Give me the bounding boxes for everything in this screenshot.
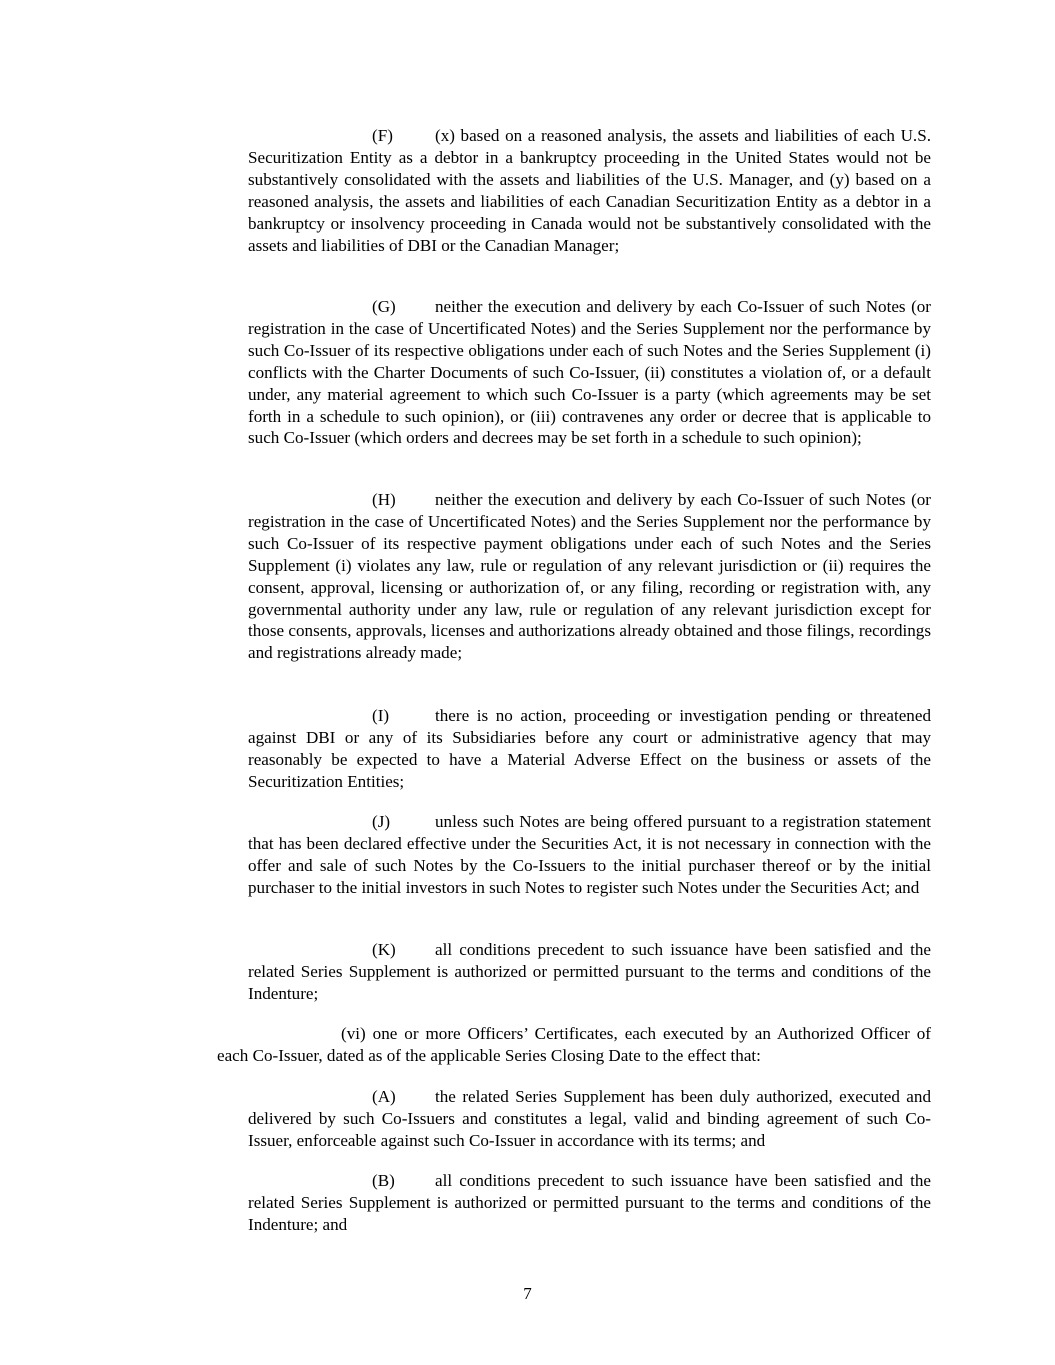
clause-text: the related Series Supplement has been duly authorized, executed and delivered by such Co-Issuers and constitutes a legal, valid and binding agreement of such Co-Issuer, enforceable against such Co-Issuer in accordance with its terms; and (248, 1087, 931, 1150)
clause-text: all conditions precedent to such issuance have been satisfied and the related Series Supplement is authorized or permitted pursuant to the terms and conditions of the Indenture; (248, 940, 931, 1003)
clause-label: (H) (372, 490, 396, 509)
page-number: 7 (523, 1284, 532, 1303)
clause-text: all conditions precedent to such issuance have been satisfied and the related Series Supplement is authorized or permitted pursuant to the terms and conditions of the Indenture; and (248, 1171, 931, 1234)
clause-label: (A) (372, 1087, 396, 1106)
clause-k (248, 939, 931, 1005)
clause-f (248, 125, 931, 256)
clause-label: (K) (372, 940, 396, 959)
clause-label: (J) (372, 812, 391, 831)
clause-text: (vi) one or more Officers’ Certificates, each executed by an Authorized Officer of each Co-Issuer, dated as of the applicable Series Closing Date to the effect that: (217, 1024, 931, 1065)
clause-i (248, 705, 931, 793)
clause-label: (G) (372, 297, 396, 316)
clause-vi (217, 1023, 931, 1067)
clause-a (248, 1086, 931, 1152)
clause-label: (F) (372, 126, 393, 145)
clause-label: (I) (372, 706, 390, 725)
clause-text: (x) based on a reasoned analysis, the assets and liabilities of each U.S. Securitization Entity as a debtor in a bankruptcy proceeding in the United States would not be substantively consolidated with the assets and liabilities of the U.S. Manager, and (y) based on a reasoned analysis, the assets and liabilities of each Canadian Securitization Entity as a debtor in a bankruptcy or insolvency proceeding in Canada would not be substantively consolidated with the assets and liabilities of DBI or the Canadian Manager; (248, 126, 931, 255)
clause-b (248, 1170, 931, 1236)
clause-label: (B) (372, 1171, 395, 1190)
clause-j (248, 811, 931, 899)
clause-g (248, 296, 931, 449)
clause-text: unless such Notes are being offered pursuant to a registration statement that has been declared effective under the Securities Act, it is not necessary in connection with the offer and sale of such Notes by the Co-Issuers to the initial purchaser thereof or by the initial purchaser to the initial investors in such Notes to register such Notes under the Securities Act; and (248, 812, 931, 897)
clause-text: there is no action, proceeding or investigation pending or threatened against DBI or any of its Subsidiaries before any court or administrative agency that may reasonably be expected to have a Material Adverse Effect on the business or assets of the Securitization Entities; (248, 706, 931, 791)
clause-h (248, 489, 931, 664)
clause-text: neither the execution and delivery by each Co-Issuer of such Notes (or registration in the case of Uncertificated Notes) and the Series Supplement nor the performance by such Co-Issuer of its respective payment obligations under each of such Notes and the Series Supplement (i) violates any law, rule or regulation of any relevant jurisdiction or (ii) requires the consent, approval, licensing or authorization of, or any filing, recording or registration with, any governmental authority under any law, rule or regulation of any relevant jurisdiction except for those consents, approvals, licenses and authorizations already obtained and those filings, recordings and registrations already made; (248, 490, 931, 663)
clause-text: neither the execution and delivery by each Co-Issuer of such Notes (or registration in the case of Uncertificated Notes) and the Series Supplement nor the performance by such Co-Issuer of its respective obligations under each of such Notes and the Series Supplement (i) conflicts with the Charter Documents of such Co-Issuer, (ii) constitutes a violation of, or a default under, any material agreement to which such Co-Issuer is a party (which agreements may be set forth in a schedule to such opinion), or (iii) contravenes any order or decree that is applicable to such Co-Issuer (which orders and decrees may be set forth in a schedule to such opinion); (248, 297, 931, 448)
